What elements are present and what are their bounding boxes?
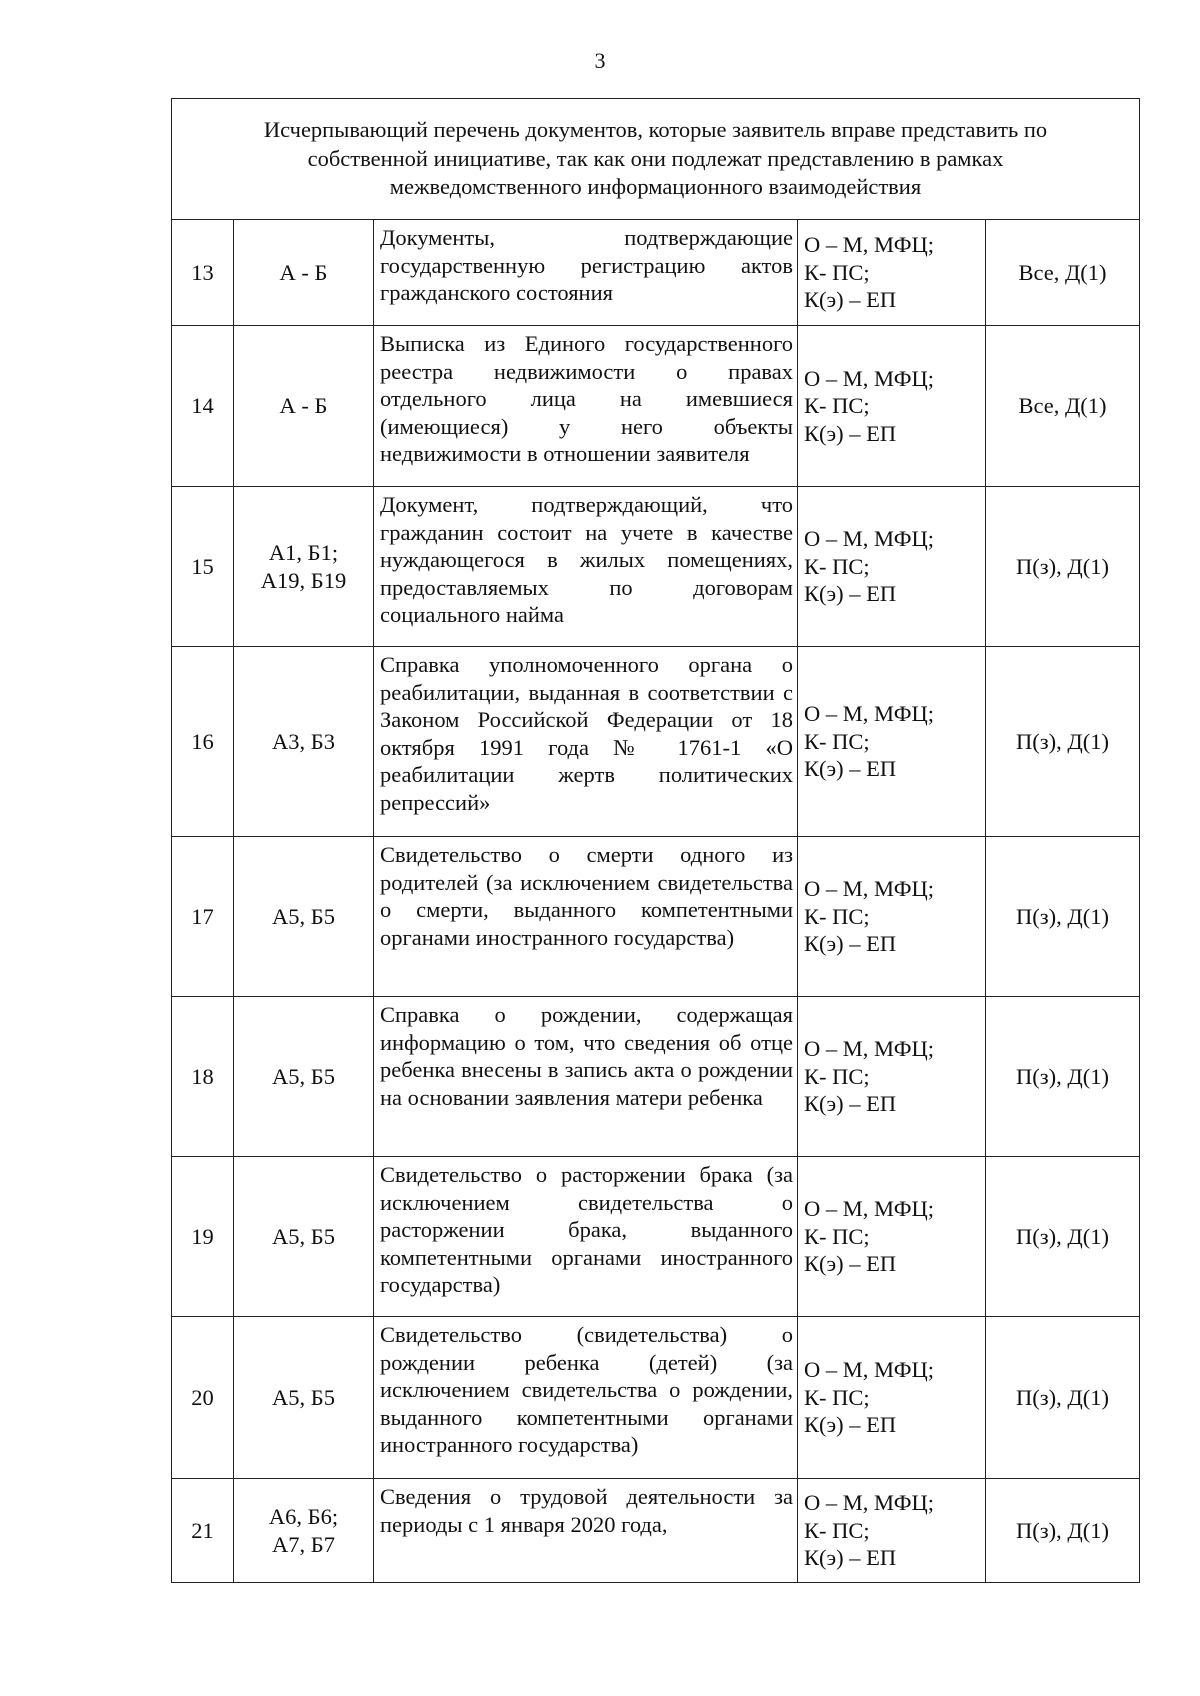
submission-way-line: О – М, МФЦ; xyxy=(804,1490,934,1516)
submission-way-line: К(э) – ЕП xyxy=(804,1091,897,1117)
table-row xyxy=(172,220,1140,326)
row-submission-ways xyxy=(798,1157,986,1317)
header-line-3: межведомственного информационного взаимодействия xyxy=(389,174,922,200)
category-line: А - Б xyxy=(279,393,328,418)
row-submission-ways xyxy=(798,1317,986,1479)
row-applicability: П(з), Д(1) xyxy=(986,1317,1140,1479)
row-description: Справка уполномоченного органа о реабилитации, выданная в соответствии с Законом Российской Федерации от 18 октября 1991 года № 1761-1 «О реабилитации жертв политических репрессий» xyxy=(374,647,798,837)
row-applicability: П(з), Д(1) xyxy=(986,1157,1140,1317)
row-categories xyxy=(234,220,374,326)
submission-way-line: К- ПС; xyxy=(804,903,870,929)
table-row xyxy=(172,487,1140,647)
row-categories xyxy=(234,1157,374,1317)
submission-way-line: О – М, МФЦ; xyxy=(804,232,934,258)
category-line: А6, Б6; xyxy=(268,1503,339,1529)
row-submission-ways xyxy=(798,837,986,997)
submission-way-line: О – М, МФЦ; xyxy=(804,1036,934,1062)
submission-way-line: К- ПС; xyxy=(804,393,870,419)
submission-way-line: К(э) – ЕП xyxy=(804,756,897,782)
submission-way-line: К- ПС; xyxy=(804,553,870,579)
documents-table xyxy=(171,98,1140,1583)
category-line: А1, Б1; xyxy=(268,539,339,565)
row-number: 14 xyxy=(172,326,234,487)
row-description: Свидетельство (свидетельства) о рождении ребенка (детей) (за исключением свидетельства о рождении, выданного компетентными органами иностранного государства) xyxy=(374,1317,798,1479)
category-line: А5, Б5 xyxy=(272,1223,335,1249)
category-line: А19, Б19 xyxy=(260,567,347,593)
submission-way-line: К(э) – ЕП xyxy=(804,420,897,446)
submission-way-line: К- ПС; xyxy=(804,728,870,754)
submission-way-line: О – М, МФЦ; xyxy=(804,365,934,391)
table-row xyxy=(172,1157,1140,1317)
submission-way-line: К(э) – ЕП xyxy=(804,1412,897,1438)
category-line: А - Б xyxy=(279,259,328,285)
row-applicability: П(з), Д(1) xyxy=(986,837,1140,997)
row-description: Документы, подтверждающие государственную регистрацию актов гражданского состояния xyxy=(374,220,798,326)
header-line-2: собственной инициативе, так как они подлежат представлению в рамках xyxy=(307,145,1004,171)
row-number: 19 xyxy=(172,1157,234,1317)
row-applicability: П(з), Д(1) xyxy=(986,647,1140,837)
row-applicability: П(з), Д(1) xyxy=(986,997,1140,1157)
row-number: 13 xyxy=(172,220,234,326)
category-line: А7, Б7 xyxy=(272,1531,335,1557)
row-categories xyxy=(234,1317,374,1479)
submission-way-line: О – М, МФЦ; xyxy=(804,1357,934,1383)
submission-way-line: К- ПС; xyxy=(804,1063,870,1089)
row-number: 15 xyxy=(172,487,234,647)
row-categories xyxy=(234,997,374,1157)
submission-way-line: О – М, МФЦ; xyxy=(804,876,934,902)
row-submission-ways xyxy=(798,326,986,487)
submission-way-line: О – М, МФЦ; xyxy=(804,701,934,727)
row-number: 16 xyxy=(172,647,234,837)
row-submission-ways xyxy=(798,487,986,647)
table-row xyxy=(172,326,1140,487)
row-number: 18 xyxy=(172,997,234,1157)
submission-way-line: К(э) – ЕП xyxy=(804,1251,897,1277)
table-header-row xyxy=(172,99,1140,220)
row-number: 17 xyxy=(172,837,234,997)
row-applicability: Все, Д(1) xyxy=(986,220,1140,326)
submission-way-line: К(э) – ЕП xyxy=(804,1545,897,1571)
row-description: Сведения о трудовой деятельности за периоды с 1 января 2020 года, xyxy=(374,1479,798,1583)
row-description: Документ, подтверждающий, что гражданин состоит на учете в качестве нуждающегося в жилых помещениях, предоставляемых по договорам социального найма xyxy=(374,487,798,647)
row-categories xyxy=(234,647,374,837)
row-description: Свидетельство о расторжении брака (за исключением свидетельства о расторжении брака, выданного компетентными органами иностранного государства) xyxy=(374,1157,798,1317)
submission-way-line: К- ПС; xyxy=(804,1517,870,1543)
category-line: А3, Б3 xyxy=(272,728,335,754)
submission-way-line: О – М, МФЦ; xyxy=(804,1196,934,1222)
row-submission-ways xyxy=(798,220,986,326)
row-categories xyxy=(234,326,374,487)
row-description: Справка о рождении, содержащая информацию о том, что сведения об отце ребенка внесены в запись акта о рождении на основании заявления матери ребенка xyxy=(374,997,798,1157)
row-description: Свидетельство о смерти одного из родителей (за исключением свидетельства о смерти, выданного компетентными органами иностранного государства) xyxy=(374,837,798,997)
row-submission-ways xyxy=(798,1479,986,1583)
row-applicability: П(з), Д(1) xyxy=(986,1479,1140,1583)
submission-way-line: К(э) – ЕП xyxy=(804,581,897,607)
row-description: Выписка из Единого государственного реестра недвижимости о правах отдельного лица на имевшиеся (имеющиеся) у него объекты недвижимости в отношении заявителя xyxy=(374,326,798,487)
submission-way-line: К- ПС; xyxy=(804,1384,870,1410)
row-categories xyxy=(234,487,374,647)
row-categories xyxy=(234,837,374,997)
row-applicability: Все, Д(1) xyxy=(986,326,1140,487)
table-row xyxy=(172,647,1140,837)
table-row xyxy=(172,837,1140,997)
header-line-1: Исчерпывающий перечень документов, которые заявитель вправе представить по xyxy=(263,117,1048,143)
category-line: А5, Б5 xyxy=(272,903,335,929)
table-row xyxy=(172,1479,1140,1583)
submission-way-line: К(э) – ЕП xyxy=(804,931,897,957)
category-line: А5, Б5 xyxy=(272,1063,335,1089)
submission-way-line: К- ПС; xyxy=(804,259,870,285)
row-number: 20 xyxy=(172,1317,234,1479)
row-submission-ways xyxy=(798,647,986,837)
row-categories xyxy=(234,1479,374,1583)
submission-way-line: О – М, МФЦ; xyxy=(804,526,934,552)
submission-way-line: К- ПС; xyxy=(804,1223,870,1249)
table-header xyxy=(172,99,1140,220)
category-line: А5, Б5 xyxy=(272,1384,335,1410)
row-submission-ways xyxy=(798,997,986,1157)
table-row xyxy=(172,997,1140,1157)
row-applicability: П(з), Д(1) xyxy=(986,487,1140,647)
table-row xyxy=(172,1317,1140,1479)
row-number: 21 xyxy=(172,1479,234,1583)
submission-way-line: К(э) – ЕП xyxy=(804,287,897,313)
page-number: 3 xyxy=(594,48,606,73)
